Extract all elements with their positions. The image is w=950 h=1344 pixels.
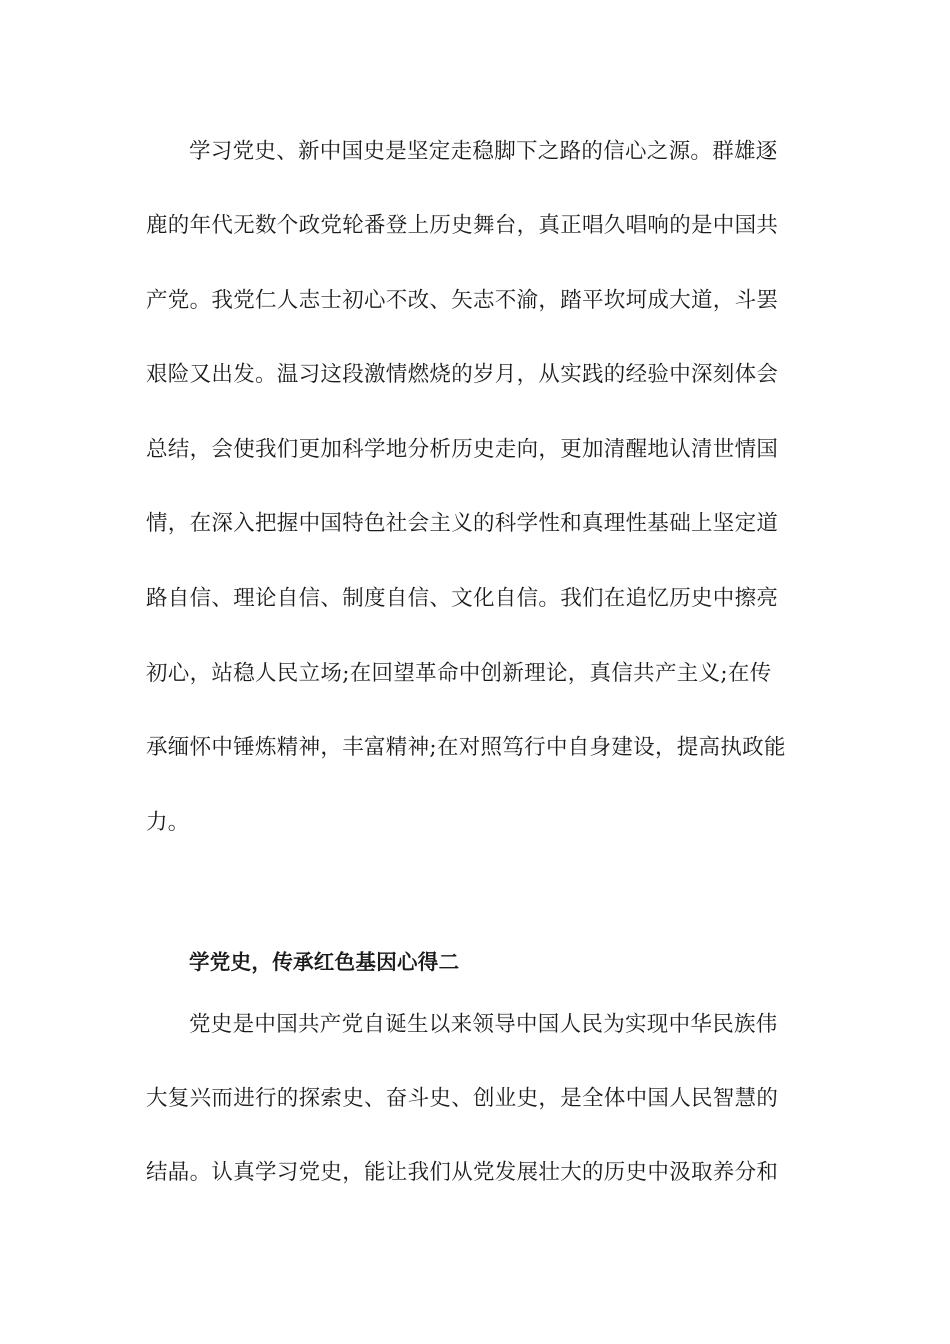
paragraph-1-line-9: 承缅怀中锤炼精神，丰富精神;在对照笃行中自身建设，提高执政能 — [146, 735, 786, 760]
paragraph-2-line-3: 结晶。认真学习党史，能让我们从党发展壮大的历史中汲取养分和 — [146, 1160, 779, 1185]
paragraph-1-line-4: 艰险又出发。温习这段激情燃烧的岁月，从实践的经验中深刻体会 — [146, 362, 779, 387]
paragraph-1-line-7: 路自信、理论自信、制度自信、文化自信。我们在追忆历史中擦亮 — [146, 586, 779, 611]
paragraph-1-line-3: 产党。我党仁人志士初心不改、矢志不渝，踏平坎坷成大道，斗罢 — [146, 288, 779, 313]
paragraph-1-line-10: 力。 — [146, 810, 190, 835]
paragraph-1-line-1: 学习党史、新中国史是坚定走稳脚下之路的信心之源。群雄逐 — [189, 139, 778, 164]
paragraph-2-line-1: 党史是中国共产党自诞生以来领导中国人民为实现中华民族伟 — [189, 1012, 778, 1037]
paragraph-1-line-5: 总结，会使我们更加科学地分析历史走向，更加清醒地认清世情国 — [146, 437, 779, 462]
section-heading: 学党史，传承红色基因心得二 — [189, 950, 460, 974]
paragraph-1-line-2: 鹿的年代无数个政党轮番登上历史舞台，真正唱久唱响的是中国共 — [146, 213, 779, 238]
paragraph-2-line-2: 大复兴而进行的探索史、奋斗史、创业史，是全体中国人民智慧的 — [146, 1086, 779, 1111]
paragraph-1-line-8: 初心，站稳人民立场;在回望革命中创新理论，真信共产主义;在传 — [146, 661, 772, 686]
paragraph-1-line-6: 情，在深入把握中国特色社会主义的科学性和真理性基础上坚定道 — [146, 511, 779, 536]
